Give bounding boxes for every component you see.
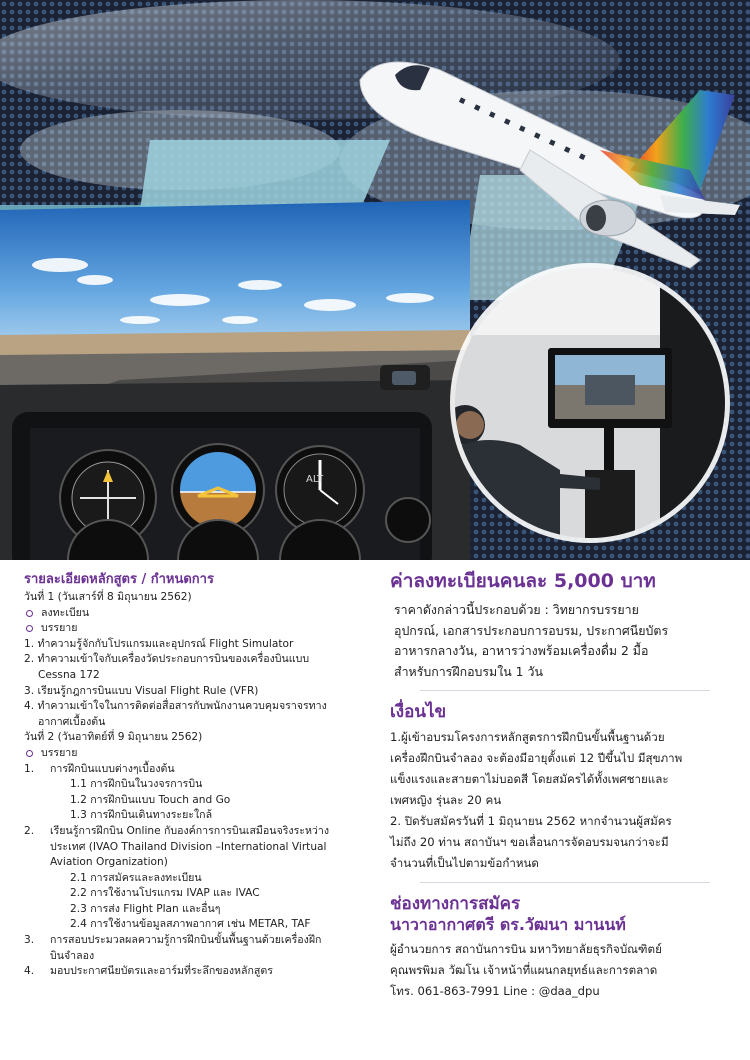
bullet-icon <box>26 750 33 757</box>
day2-heading: วันที่ 2 (วันอาทิตย์ที่ 9 มิถุนายน 2562) <box>24 731 203 744</box>
course-details-title: รายละเอียดหลักสูตร / กำหนดการ <box>24 572 214 587</box>
list-item: 2. ทำความเข้าใจกับเครื่องวัดประกอบการบินของเครื่องบินแบบ <box>24 653 310 666</box>
list-item <box>24 606 364 622</box>
list-item <box>24 762 364 778</box>
list-item <box>24 886 364 902</box>
list-item-text: บรรยาย <box>41 746 78 759</box>
text-line: 2. ปิดรับสมัครวันที่ 1 มิถุนายน 2562 หากจำนวนผู้สมัคร <box>390 814 672 828</box>
list-item: Cessna 172 <box>38 668 100 681</box>
text-line: ราคาดังกล่าวนี้ประกอบด้วย : วิทยากรบรรยาย <box>394 602 639 617</box>
list-item-text: 1.3 การฝึกบินเดินทางระยะใกล้ <box>70 809 213 822</box>
text-line: เพศหญิง รุ่นละ 20 คน <box>390 793 502 807</box>
list-item-text: มอบประกาศนียบัตรและอาร์มที่ระลึกของหลักสูตร <box>50 965 273 978</box>
list-item-text: การฝึกบินแบบต่างๆเบื้องต้น <box>50 762 175 775</box>
list-item <box>24 808 364 824</box>
list-item: 4. ทำความเข้าใจในการติดต่อสื่อสารกับพนักงานควบคุมจราจรทาง <box>24 700 327 713</box>
list-item: 3. เรียนรู้กฎการบินแบบ Visual Flight Rule (VFR) <box>24 684 259 697</box>
list-item-text: บินจำลอง <box>50 949 95 962</box>
text-line: เครื่องฝึกบินจำลอง จะต้องมีอายุตั้งแต่ 12 ปีขึ้นไป มีสุขภาพ <box>390 751 683 765</box>
contact-name: นาวาอากาศตรี ดร.วัฒนา มานนท์ <box>390 915 626 934</box>
channel-title: ช่องทางการสมัคร <box>390 894 521 914</box>
list-item-text: 2.4 การใช้งานข้อมูลสภาพอากาศ เช่น METAR, TAF <box>70 918 311 931</box>
text-line: 1.ผู้เข้าอบรมโครงการหลักสูตรการฝึกบินขั้นพื้นฐานด้วย <box>390 730 665 744</box>
bullet-icon <box>26 610 33 617</box>
conditions-title: เงื่อนไข <box>390 702 447 722</box>
list-item <box>24 746 364 762</box>
list-item <box>24 777 364 793</box>
conditions-text <box>390 727 730 874</box>
list-item <box>24 949 364 965</box>
text-line: แข็งแรงและสายตาไม่บอดสี โดยสมัครได้ทั้งเพศชายและ <box>390 772 669 786</box>
list-item-text: ประเทศ (IVAO Thailand Division –International Virtual <box>50 840 327 853</box>
list-item <box>24 871 364 887</box>
list-item-text: 2.3 การส่ง Flight Plan และอื่นๆ <box>70 902 221 915</box>
text-line: อาหารกลางวัน, อาหารว่างพร้อมเครื่องดื่ม 2 มื้อ <box>394 643 649 658</box>
divider <box>420 882 710 883</box>
text-line: สำหรับการฝึกอบรมใน 1 วัน <box>394 663 543 679</box>
list-item <box>24 824 364 840</box>
list-item-text: 2.1 การสมัครและลงทะเบียน <box>70 871 202 884</box>
registration-info <box>390 568 730 1002</box>
divider <box>420 690 710 691</box>
list-item-text: 1.1 การฝึกบินในวงจรการบิน <box>70 778 203 791</box>
list-item-text: Aviation Organization) <box>50 856 168 869</box>
list-item <box>24 793 364 809</box>
price-title: ค่าลงทะเบียนคนละ 5,000 บาท <box>390 570 656 592</box>
price-details <box>390 600 730 682</box>
list-item-text: 1.2 การฝึกบินแบบ Touch and Go <box>70 793 231 806</box>
bullet-icon <box>26 625 33 632</box>
list-item <box>24 855 364 871</box>
list-item <box>24 917 364 933</box>
text-line: ผู้อำนวยการ สถาบันการบิน มหาวิทยาลัยธุรกิจบัณฑิตย์ <box>390 942 662 956</box>
course-details <box>24 571 364 980</box>
list-item <box>24 840 364 856</box>
list-number: 4. <box>24 965 35 978</box>
list-number: 3. <box>24 934 35 947</box>
list-item <box>24 964 364 980</box>
list-item <box>24 902 364 918</box>
text-line: คุณพรพิมล วัฒโน เจ้าหน้าที่แผนกลยุทธ์และการตลาด <box>390 963 658 977</box>
alt-label: ALT <box>306 474 324 485</box>
text-line: ไม่ถึง 20 ท่าน สถาบันฯ ขอเลื่อนการจัดอบรมจนกว่าจะมี <box>390 835 669 849</box>
list-number: 1. <box>24 762 35 775</box>
contact-details <box>390 939 730 1002</box>
list-item-text: บรรยาย <box>41 622 78 635</box>
text-line: จำนวนที่เป็นไปตามข้อกำหนด <box>390 856 539 870</box>
list-item: อากาศเบื้องต้น <box>38 715 106 728</box>
list-item-text: 2.2 การใช้งานโปรแกรม IVAP และ IVAC <box>70 887 260 900</box>
day2-list <box>24 762 364 980</box>
list-item-text: เรียนรู้การฝึกบิน Online กับองค์การการบินเสมือนจริงระหว่าง <box>50 824 330 837</box>
list-item-text: ลงทะเบียน <box>41 606 90 619</box>
text-line: อุปกรณ์, เอกสารประกอบการอบรม, ประกาศนียบัตร <box>394 622 669 638</box>
list-number: 2. <box>24 824 35 837</box>
text-line: โทร. 061-863-7991 Line : @daa_dpu <box>390 984 600 998</box>
list-item-text: การสอบประมวลผลความรู้การฝึกบินขั้นพื้นฐานด้วยเครื่องฝึก <box>50 934 322 947</box>
list-item: 1. ทำความรู้จักกับโปรแกรมและอุปกรณ์ Flight Simulator <box>24 637 294 650</box>
list-item <box>24 933 364 949</box>
day1-heading: วันที่ 1 (วันเสาร์ที่ 8 มิถุนายน 2562) <box>24 591 192 603</box>
list-item <box>24 621 364 637</box>
